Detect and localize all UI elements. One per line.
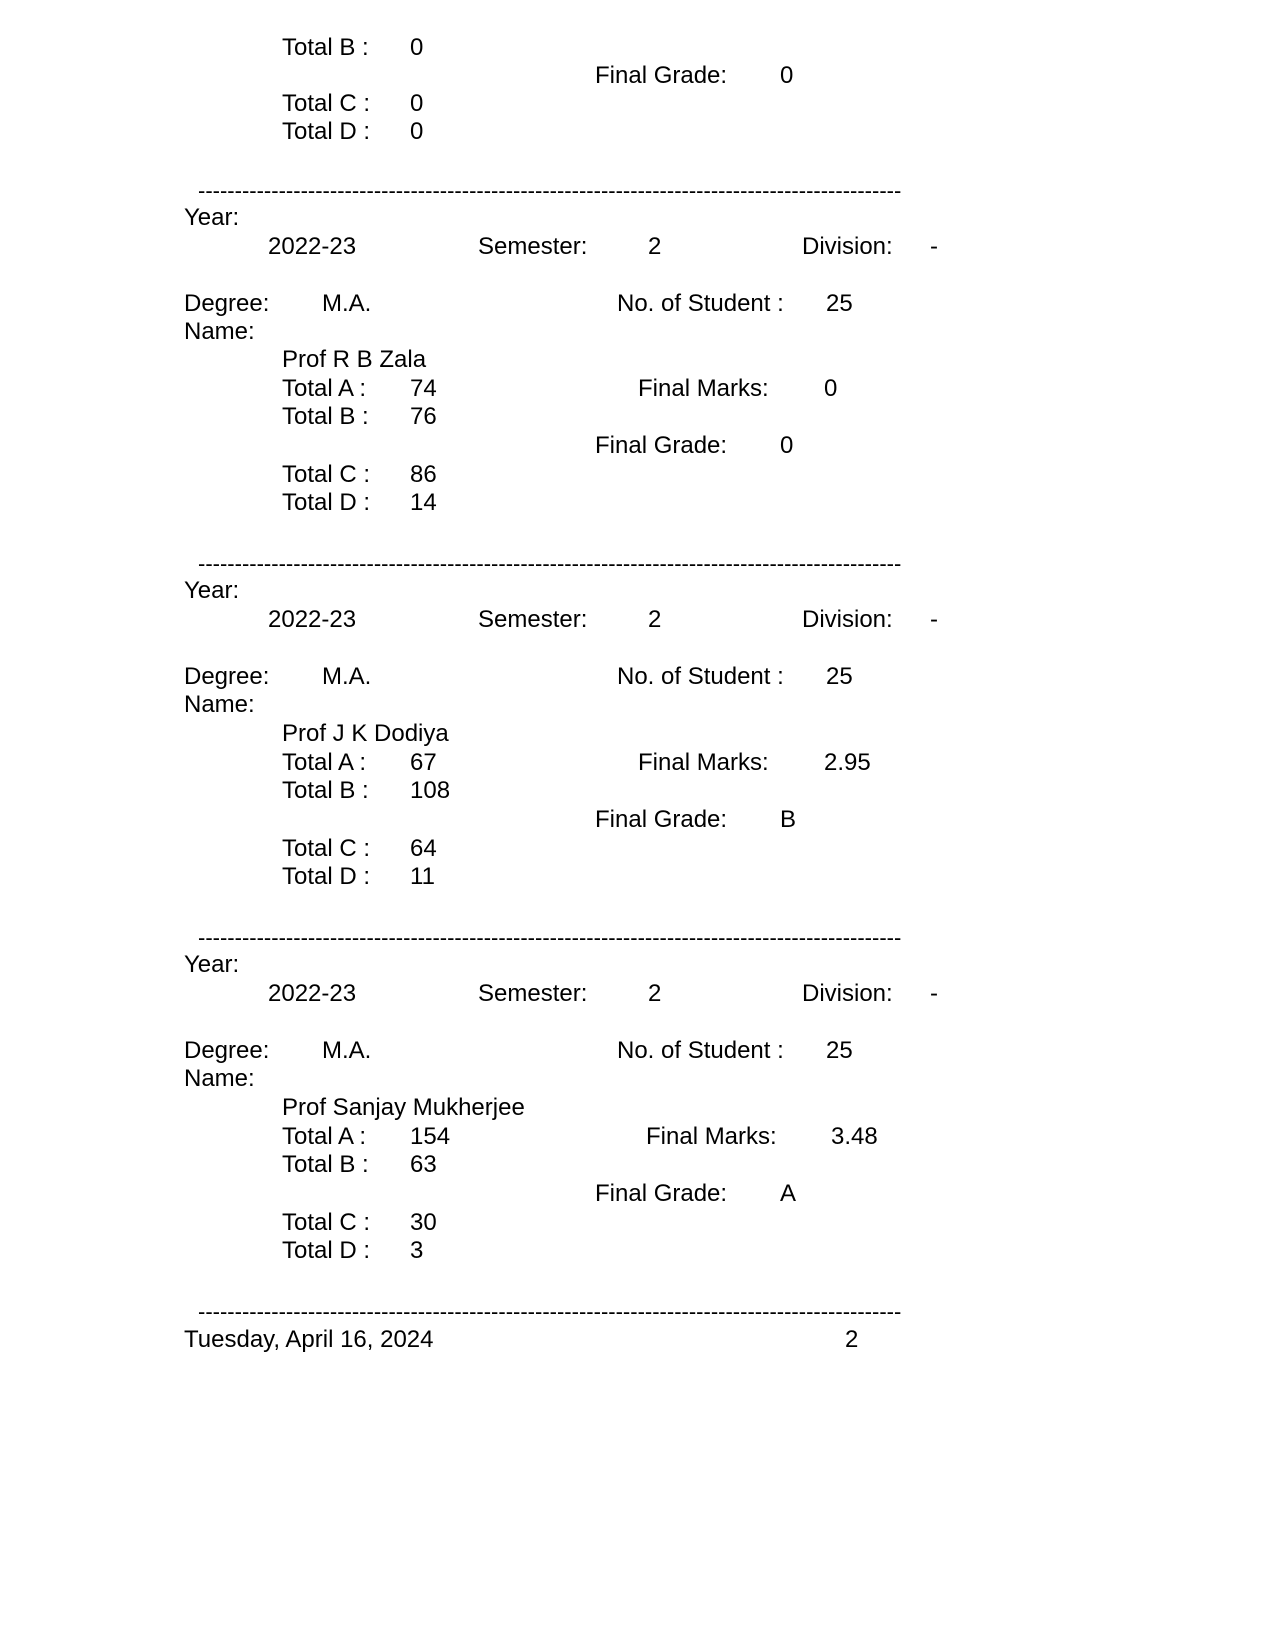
total-d-label: Total D :	[282, 489, 371, 516]
total-b-label: Total B :	[282, 403, 369, 430]
final-grade-value: 0	[780, 432, 794, 459]
year-label: Year:	[184, 204, 240, 231]
total-c-value: 30	[410, 1209, 437, 1236]
final-grade-value: 0	[780, 62, 794, 89]
degree-label: Degree:	[184, 663, 270, 690]
total-a-value: 74	[410, 375, 437, 402]
total-d-label: Total D :	[282, 1237, 371, 1264]
degree-value: M.A.	[322, 1037, 372, 1064]
name-label: Name:	[184, 1065, 255, 1092]
total-a-label: Total A :	[282, 375, 367, 402]
total-d-label: Total D :	[282, 863, 371, 890]
total-a-value: 67	[410, 749, 437, 776]
year-label: Year:	[184, 577, 240, 604]
division-label: Division:	[802, 980, 893, 1007]
total-b-value: 108	[410, 777, 451, 804]
final-marks-value: 2.95	[824, 749, 871, 776]
year-value: 2022-23	[268, 233, 357, 260]
separator-line: ------------------------------------------------------------------------------------------------	[198, 1299, 902, 1324]
semester-label: Semester:	[478, 980, 588, 1007]
separator-line: ------------------------------------------------------------------------------------------------	[198, 178, 902, 203]
semester-value: 2	[648, 233, 662, 260]
total-c-value: 64	[410, 835, 437, 862]
final-grade-label: Final Grade:	[595, 432, 728, 459]
no-of-student-label: No. of Student :	[617, 1037, 784, 1064]
degree-value: M.A.	[322, 290, 372, 317]
year-value: 2022-23	[268, 606, 357, 633]
total-b-label: Total B :	[282, 34, 369, 61]
total-a-value: 154	[410, 1123, 451, 1150]
degree-label: Degree:	[184, 1037, 270, 1064]
division-label: Division:	[802, 606, 893, 633]
semester-value: 2	[648, 606, 662, 633]
year-label: Year:	[184, 951, 240, 978]
total-c-value: 86	[410, 461, 437, 488]
no-of-student-label: No. of Student :	[617, 290, 784, 317]
semester-label: Semester:	[478, 606, 588, 633]
no-of-student-label: No. of Student :	[617, 663, 784, 690]
total-d-value: 0	[410, 118, 424, 145]
total-b-value: 76	[410, 403, 437, 430]
total-a-label: Total A :	[282, 1123, 367, 1150]
total-a-label: Total A :	[282, 749, 367, 776]
division-value: -	[930, 980, 938, 1007]
footer-date: Tuesday, April 16, 2024	[184, 1326, 434, 1353]
professor-name: Prof J K Dodiya	[282, 720, 449, 747]
semester-label: Semester:	[478, 233, 588, 260]
total-d-label: Total D :	[282, 118, 371, 145]
total-b-value: 63	[410, 1151, 437, 1178]
name-label: Name:	[184, 318, 255, 345]
final-marks-label: Final Marks:	[638, 749, 769, 776]
final-marks-value: 3.48	[831, 1123, 878, 1150]
total-b-value: 0	[410, 34, 424, 61]
division-label: Division:	[802, 233, 893, 260]
final-grade-label: Final Grade:	[595, 806, 728, 833]
total-c-label: Total C :	[282, 461, 371, 488]
total-c-label: Total C :	[282, 1209, 371, 1236]
no-of-student-value: 25	[826, 290, 853, 317]
division-value: -	[930, 233, 938, 260]
no-of-student-value: 25	[826, 1037, 853, 1064]
division-value: -	[930, 606, 938, 633]
semester-value: 2	[648, 980, 662, 1007]
final-marks-label: Final Marks:	[646, 1123, 777, 1150]
final-grade-label: Final Grade:	[595, 1180, 728, 1207]
no-of-student-value: 25	[826, 663, 853, 690]
professor-name: Prof R B Zala	[282, 346, 427, 373]
final-grade-value: A	[780, 1180, 797, 1207]
total-d-value: 3	[410, 1237, 424, 1264]
final-grade-value: B	[780, 806, 797, 833]
total-d-value: 14	[410, 489, 437, 516]
name-label: Name:	[184, 691, 255, 718]
professor-name: Prof Sanjay Mukherjee	[282, 1094, 525, 1121]
total-d-value: 11	[410, 863, 435, 890]
final-marks-value: 0	[824, 375, 838, 402]
degree-value: M.A.	[322, 663, 372, 690]
total-b-label: Total B :	[282, 1151, 369, 1178]
separator-line: ------------------------------------------------------------------------------------------------	[198, 925, 902, 950]
page-number: 2	[845, 1326, 859, 1353]
final-marks-label: Final Marks:	[638, 375, 769, 402]
degree-label: Degree:	[184, 290, 270, 317]
final-grade-label: Final Grade:	[595, 62, 728, 89]
separator-line: ------------------------------------------------------------------------------------------------	[198, 551, 902, 576]
total-c-value: 0	[410, 90, 424, 117]
total-b-label: Total B :	[282, 777, 369, 804]
total-c-label: Total C :	[282, 90, 371, 117]
year-value: 2022-23	[268, 980, 357, 1007]
total-c-label: Total C :	[282, 835, 371, 862]
